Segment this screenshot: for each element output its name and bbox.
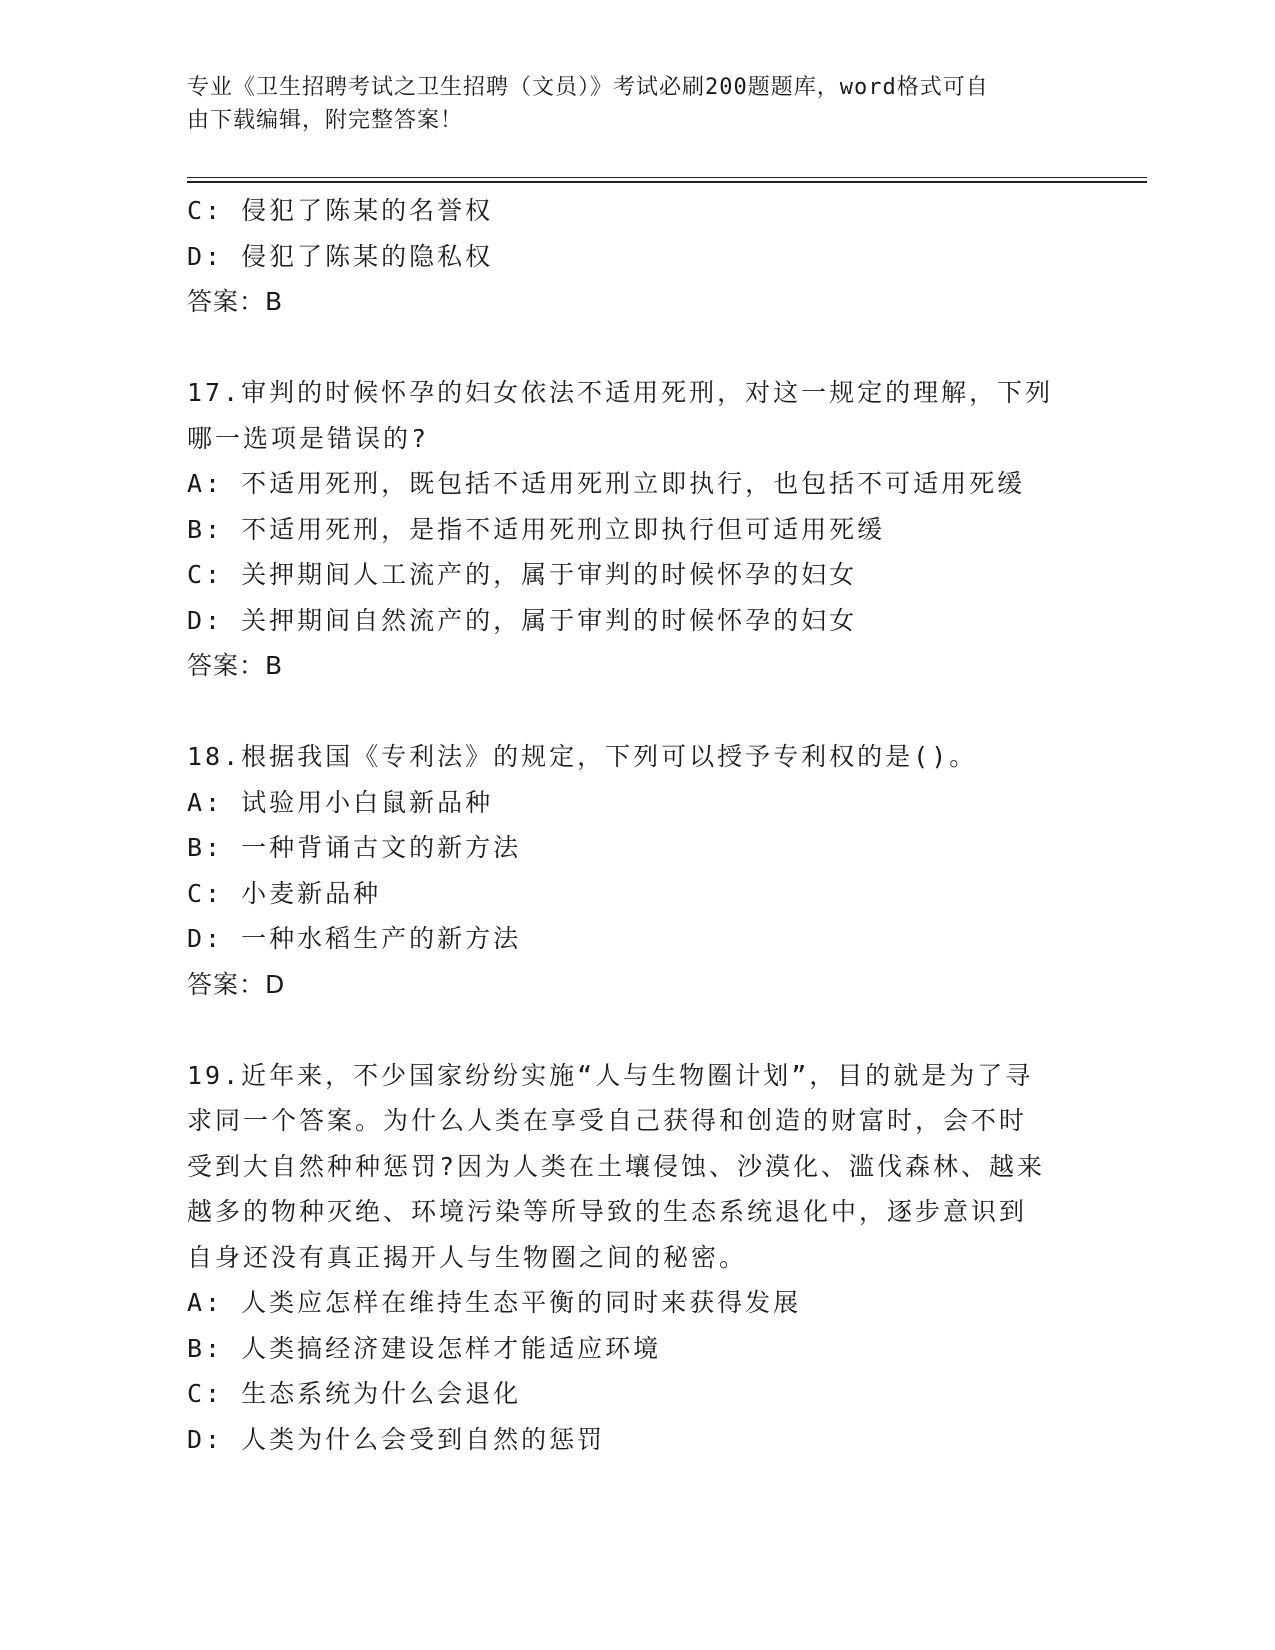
option-c: C: 关押期间人工流产的，属于审判的时候怀孕的妇女: [187, 560, 858, 589]
option-b: B: 一种背诵古文的新方法: [187, 833, 522, 862]
option-c: C: 侵犯了陈某的名誉权: [187, 196, 494, 225]
question-stem-line: 19.近年来，不少国家纷纷实施“人与生物圈计划”，目的就是为了寻: [187, 1060, 1034, 1090]
answer-line: 答案：B: [187, 287, 284, 316]
option-d: D: 关押期间自然流产的，属于审判的时候怀孕的妇女: [187, 605, 858, 635]
option-c: C: 小麦新品种: [187, 878, 382, 908]
option-b: B: 人类搞经济建设怎样才能适应环境: [187, 1333, 662, 1363]
spacer: [187, 325, 1067, 371]
answer-line: 答案：B: [187, 651, 284, 680]
question-stem-line: 哪一选项是错误的?: [187, 423, 430, 453]
option-b: B: 不适用死刑，是指不适用死刑立即执行但可适用死缓: [187, 514, 886, 544]
option-d: D: 人类为什么会受到自然的惩罚: [187, 1424, 606, 1454]
option-c: C: 生态系统为什么会退化: [187, 1379, 522, 1408]
option-a: A: 试验用小白鼠新品种: [187, 787, 494, 817]
answer-line: 答案：D: [187, 969, 286, 999]
option-d: D: 一种水稻生产的新方法: [187, 924, 522, 953]
header-line-1: 专业《卫生招聘考试之卫生招聘（文员）》考试必刷200题题库，word格式可自: [187, 75, 989, 100]
question-stem-line: 18.根据我国《专利法》的规定，下列可以授予专利权的是()。: [187, 742, 978, 771]
question-16-tail: [187, 188, 1067, 325]
question-stem-line: 越多的物种灭绝、环境污染等所导致的生态系统退化中，逐步意识到: [187, 1197, 1028, 1226]
question-stem-line: 17.审判的时候怀孕的妇女依法不适用死刑，对这一规定的理解，下列: [187, 378, 1054, 407]
question-stem-line: 受到大自然种种惩罚?因为人类在土壤侵蚀、沙漠化、滥伐森林、越来: [187, 1151, 1046, 1181]
page-header: [187, 71, 1067, 137]
header-line-2: 由下载编辑，附完整答案！: [187, 108, 464, 133]
question-17: [187, 370, 1067, 689]
spacer: [187, 689, 1067, 735]
header-divider-thin: [187, 177, 1147, 178]
option-a: A: 不适用死刑，既包括不适用死刑立即执行，也包括不可适用死缓: [187, 469, 1026, 498]
question-19: [187, 1053, 1067, 1463]
question-list: [187, 188, 1067, 1462]
question-stem-line: 自身还没有真正揭开人与生物圈之间的秘密。: [187, 1242, 748, 1272]
header-divider-thick: [187, 181, 1147, 183]
option-a: A: 人类应怎样在维持生态平衡的同时来获得发展: [187, 1288, 802, 1317]
option-d: D: 侵犯了陈某的隐私权: [187, 241, 494, 271]
spacer: [187, 1007, 1067, 1053]
question-stem-line: 求同一个答案。为什么人类在享受自己获得和创造的财富时，会不时: [187, 1106, 1028, 1135]
question-18: [187, 734, 1067, 1007]
